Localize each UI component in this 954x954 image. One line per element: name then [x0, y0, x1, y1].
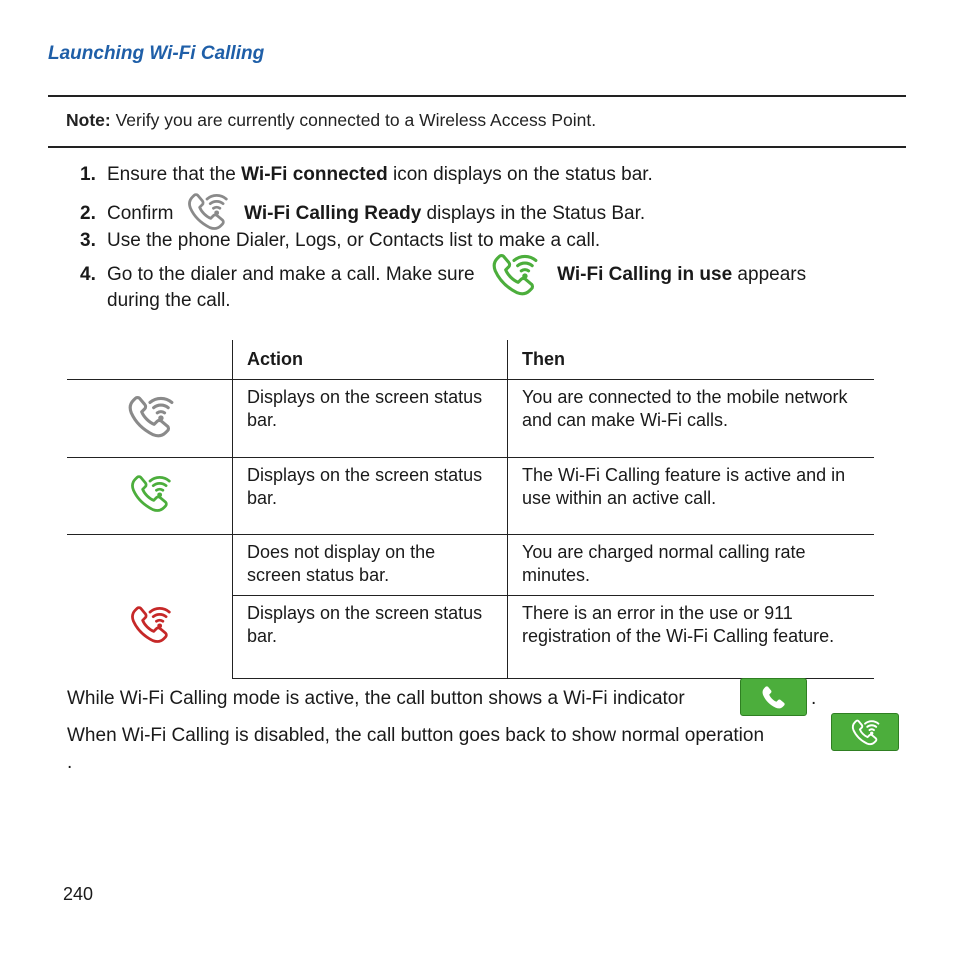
- step-4-continuation: during the call.: [107, 290, 231, 311]
- table-cell-icon: [67, 458, 233, 535]
- wifi-calling-in-use-icon: [486, 248, 542, 300]
- step-4: [80, 261, 806, 288]
- step-text: Confirm: [107, 203, 179, 224]
- paragraph-period: .: [811, 688, 817, 709]
- call-button-wifi-calling: [831, 713, 899, 751]
- wifi-calling-in-use-icon: [127, 470, 173, 516]
- step-text: Use the phone Dialer, Logs, or Contacts list to make a call.: [107, 230, 601, 251]
- note-label: Note:: [66, 110, 111, 130]
- step-text: Go to the dialer and make a call. Make sure: [107, 264, 480, 285]
- step-1: [80, 161, 653, 188]
- step-number: 4.: [80, 264, 96, 285]
- call-button-wifi-indicator: [740, 678, 807, 716]
- table-cell-action: Displays on the screen status bar.: [233, 596, 508, 679]
- table-cell-action: Displays on the screen status bar.: [233, 458, 508, 535]
- paragraph-wifi-disabled: When Wi-Fi Calling is disabled, the call button goes back to show normal operation: [67, 725, 765, 746]
- step-bold-text: Wi-Fi Calling Ready: [244, 203, 422, 224]
- step-bold-text: Wi-Fi Calling in use: [557, 264, 733, 285]
- table-row: [67, 380, 874, 458]
- paragraph-wifi-active: While Wi-Fi Calling mode is active, the call button shows a Wi-Fi indicator: [67, 688, 685, 709]
- page-number: 240: [63, 884, 94, 904]
- table-row: [67, 535, 874, 596]
- step-number: 1.: [80, 164, 96, 185]
- step-number: 3.: [80, 230, 96, 251]
- paragraph-period: .: [67, 752, 73, 773]
- table-cell-action: Displays on the screen status bar.: [233, 380, 508, 458]
- table-cell-then: The Wi-Fi Calling feature is active and in use within an active call.: [508, 458, 875, 535]
- note-box: [48, 95, 906, 148]
- table-header-icon: [67, 340, 233, 380]
- step-text: icon displays on the status bar.: [387, 164, 653, 185]
- step-text: appears: [732, 264, 807, 285]
- table-row: [67, 458, 874, 535]
- note-text: [66, 110, 596, 131]
- table-header-row: [67, 340, 874, 380]
- table-header-then: Then: [508, 340, 875, 380]
- note-body: Verify you are currently connected to a Wireless Access Point.: [110, 110, 597, 130]
- wifi-calling-error-icon: [127, 601, 173, 647]
- table-cell-then: There is an error in the use or 911 registration of the Wi-Fi Calling feature.: [508, 596, 875, 679]
- step-bold-text: Wi-Fi connected: [241, 164, 388, 185]
- step-number: 2.: [80, 203, 96, 224]
- step-text: Ensure that the: [107, 164, 242, 185]
- table-cell-then: You are charged normal calling rate minutes.: [508, 535, 875, 596]
- table-header-action: Action: [233, 340, 508, 380]
- table-cell-action: Does not display on the screen status bar.: [233, 535, 508, 596]
- table-cell-then: You are connected to the mobile network and can make Wi-Fi calls.: [508, 380, 875, 458]
- step-text: displays in the Status Bar.: [421, 203, 646, 224]
- wifi-calling-ready-icon: [124, 390, 176, 442]
- status-icon-table: [67, 340, 874, 679]
- table-cell-icon: [67, 380, 233, 458]
- section-heading: Launching Wi-Fi Calling: [48, 43, 265, 64]
- step-2: [80, 200, 645, 227]
- table-cell-icon: [67, 535, 233, 679]
- phone-icon: [759, 682, 789, 712]
- phone-wifi-icon: [848, 716, 882, 748]
